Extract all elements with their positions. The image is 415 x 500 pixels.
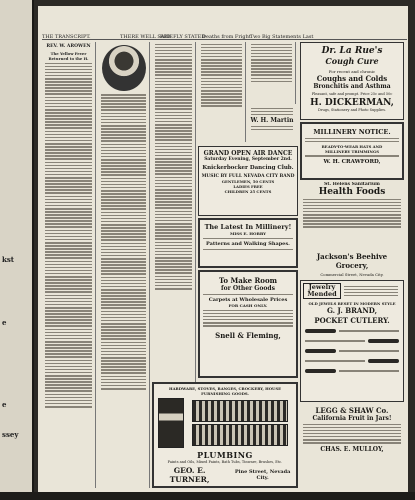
ad-title: MILLINERY NOTICE. <box>313 128 391 136</box>
jewelry-cutlery-ad: Jewelry Mended OLD JEWELS RESET IN MODERN STYLE G. J. BRAND, POCKET CUTLERY. <box>300 280 404 402</box>
knife-illustration <box>305 327 399 335</box>
latest-millinery-ad: The Latest In Millinery! MISS E. HOBBY Patterns and Walking Shapes. <box>198 218 298 268</box>
body-text <box>152 44 195 290</box>
health-foods-ad: St. Helens Sanitarium Health Foods <box>300 182 404 246</box>
legg-shaw-ad: LEGG & SHAW Co. California Fruit in Jars! CHAS. E. MULLOY, <box>300 404 404 488</box>
portrait-illustration <box>102 45 146 91</box>
left-fragment: kst <box>2 255 15 264</box>
ad-title: To Make Room <box>218 276 278 285</box>
page-header <box>42 34 407 40</box>
ad-seller: G. J. BRAND, <box>326 306 378 315</box>
left-fragment: e <box>2 400 7 409</box>
column-title: Two Big Statements Last <box>250 34 314 40</box>
knife-illustration <box>305 367 399 375</box>
left-fragment: ssey <box>2 430 19 439</box>
millinery-notice-ad: MILLINERY NOTICE. READY-TO-WEAR HATS AND MILLINERY TRIMMINGS W. H. CRAWFORD, <box>300 122 404 180</box>
text-column-2 <box>98 42 150 488</box>
newspaper-sheet <box>38 6 408 494</box>
ad-seller: CHAS. E. MULLOY, <box>320 445 384 453</box>
ad-title: Dr. La Rue's <box>321 46 383 56</box>
ad-seller: GEO. E. TURNER, <box>169 466 210 484</box>
rocker-illustration <box>188 398 292 448</box>
column-subheading: The Yellow Fever Returned to the H. <box>48 51 89 61</box>
column-title: Deaths from Fright <box>202 34 251 40</box>
jewelry-mended-box: Jewelry Mended <box>303 283 341 299</box>
stove-illustration <box>158 398 184 448</box>
ad-title: The Latest In Millinery! <box>204 223 292 231</box>
column-title: BRIEFLY STATED <box>160 34 206 40</box>
knife-illustration <box>305 337 399 345</box>
martin-ad <box>248 106 296 144</box>
snell-fleming-ad: To Make Room for Other Goods Carpets at Wholesale Prices FOR CASH ONLY. Snell & Fleming, <box>198 270 298 378</box>
la-rue-cough-cure-ad: Dr. La Rue's Cough Cure For recent and chronic Coughs and Colds Bronchitis and Asthma Pleasant, safe and prompt. Price 25c and 50c H. DICKERMAN, Drugs, Stationery and Photo Supplies. <box>300 42 404 120</box>
knife-illustration <box>305 347 399 355</box>
body-text <box>98 94 149 390</box>
text-column-5 <box>248 42 296 104</box>
martin-name: W. H. Martin <box>250 117 294 125</box>
text-column-4 <box>198 42 246 142</box>
text-column-1 <box>42 42 96 488</box>
masthead: THE TRANSCRIPT. <box>42 34 91 40</box>
ad-seller: H. DICKERMAN, <box>310 98 394 108</box>
open-air-dance-ad: GRAND OPEN AIR DANCE Saturday Evening, September 2nd. Knickerbocker Dancing Club. MUSIC BY FULL NEVADA CITY BAND GENTLEMEN, 50 CENTS LADIES FREE CHILDREN 25 CENTS <box>198 146 298 216</box>
jackson-grocery-ad: Jackson's Beehive Grocery, Commercial Street, Nevada City. <box>300 248 404 278</box>
adjacent-page-strip <box>0 0 34 500</box>
ad-subtitle: Cough Cure <box>325 56 379 66</box>
turner-hardware-ad: HARDWARE, STOVES, RANGES, CROCKERY, HOUSE FURNISHING GOODS. PLUMBING Paints and Oils, Mixed Paints, Bath Tubs, Tinware, Brushes, Etc. GEO. E. TURNER, Pine Street, Nevada City. <box>152 382 298 488</box>
body-text <box>198 44 245 107</box>
ad-title: POCKET CUTLERY. <box>314 316 390 325</box>
plumbing-heading: PLUMBING <box>197 450 253 460</box>
ad-title: LEGG & SHAW Co. <box>315 406 389 415</box>
knife-illustration <box>305 357 399 365</box>
ad-title: Jackson's Beehive Grocery, <box>316 252 388 270</box>
body-text <box>248 44 295 83</box>
page-bottom-edge <box>0 492 415 500</box>
text-column-3 <box>152 42 196 382</box>
left-fragment: e <box>2 318 7 327</box>
ad-seller: Snell & Fleming, <box>215 330 281 340</box>
body-text <box>42 63 95 408</box>
ad-title: GRAND OPEN AIR DANCE <box>203 150 293 157</box>
column-title: THERE WELL SAID <box>120 34 171 40</box>
ad-title: Health Foods <box>318 187 386 197</box>
column-heading: REV. W. AROWEN <box>46 44 91 49</box>
ad-seller: W. H. CRAWFORD, <box>323 158 381 165</box>
